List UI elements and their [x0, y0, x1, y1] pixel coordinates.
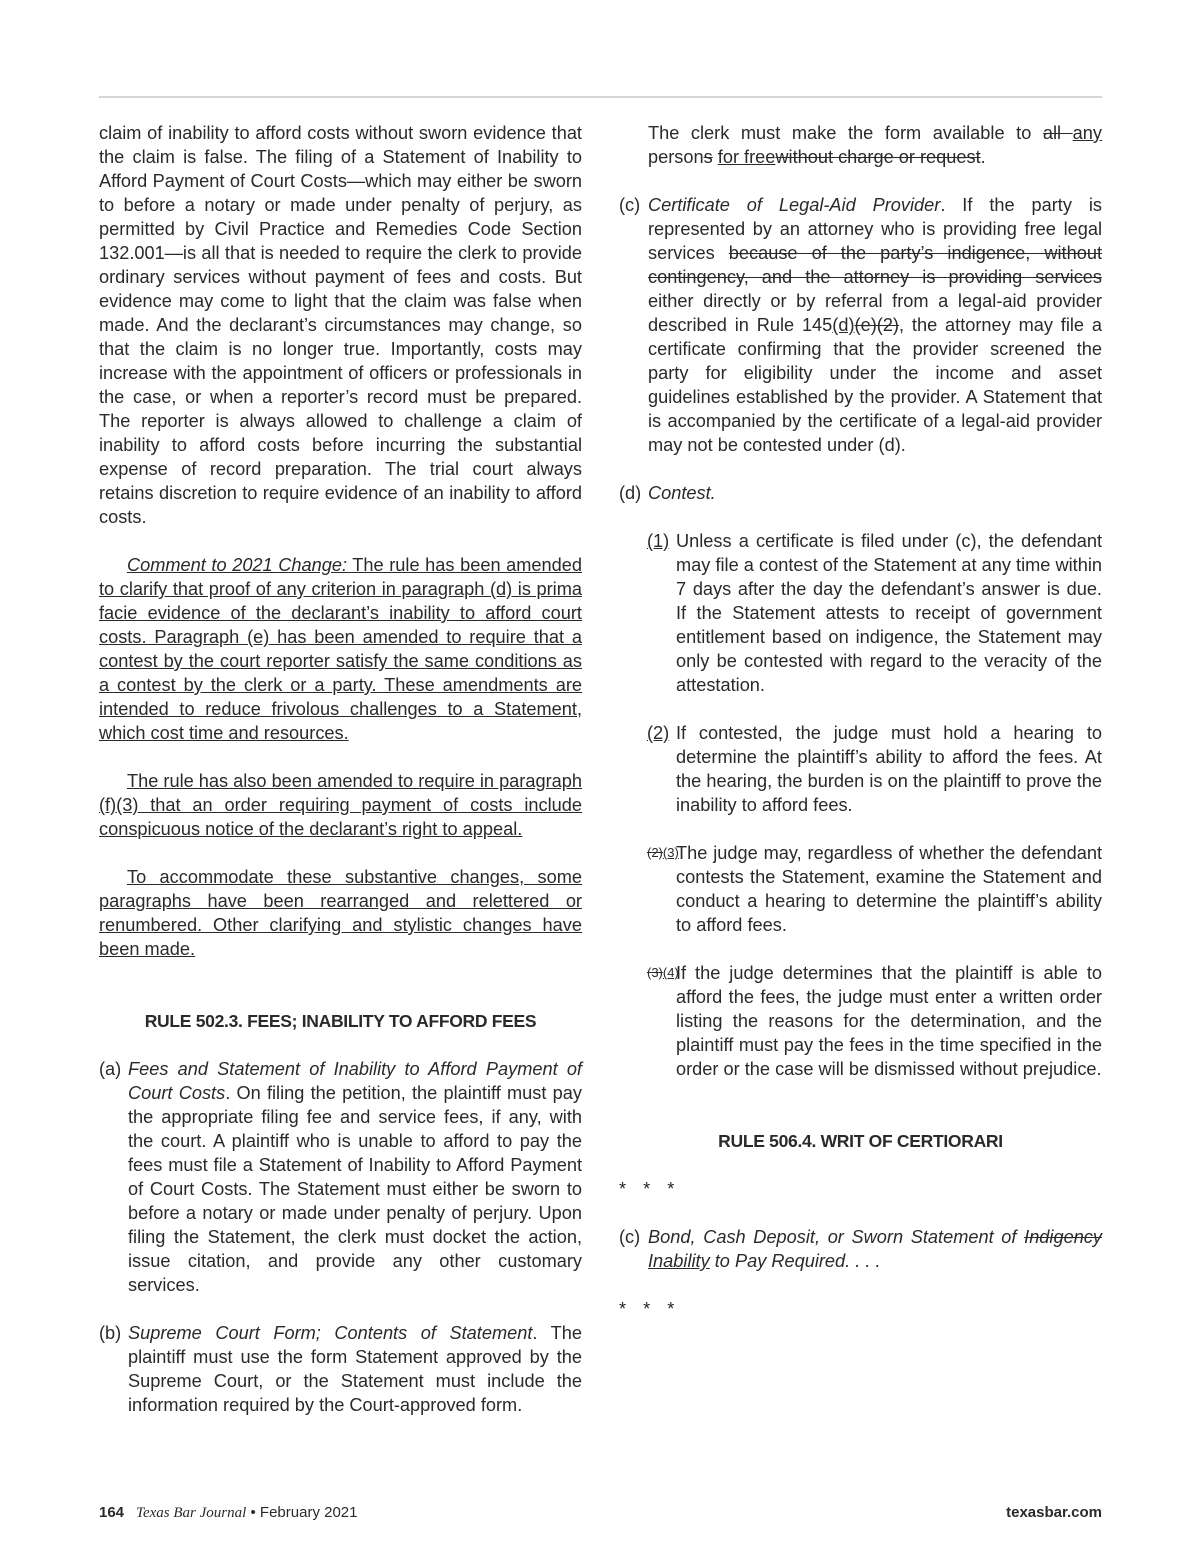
subsection-d-title: Contest.	[648, 483, 716, 503]
footer-left	[99, 1504, 357, 1522]
paragraph-intro: claim of inability to afford costs without sworn evidence that the claim is false. The filing of a Statement of Inability to Afford Payment of Court Costs—which may either be sworn to before a notary or made under penalty of perjury, as permitted by Civil Practice and Remedies Code Section 132.001—is all that is needed to require the clerk to provide ordinary services without payment of fees and costs. But evidence may come to light that the claim was false when made. And the declarant’s circumstances may change, so that the claim is no longer true. Importantly, costs may increase with the appointment of officers or professionals in the case, or when a reporter’s record must be prepared. The reporter is always allowed to challenge a claim of inability to afford costs before incurring the substantial expense of record preparation. The trial court always retains discretion to require evidence of an inability to afford costs.	[99, 123, 582, 527]
journal-name: Texas Bar Journal	[136, 1505, 247, 1521]
right-column	[619, 121, 1102, 1321]
subsection-b: (b) Supreme Court Form; Contents of Statement. The plaintiff must use the form Statement approved by the Supreme Court, or the Statement must include the information required by the Court-approved form.	[99, 1323, 582, 1415]
comment-paragraph	[99, 553, 582, 745]
ellipsis-stars-top: * * *	[619, 1179, 681, 1199]
clerk-form-paragraph: The clerk must make the form available to all any persons for freewithout charge or request.	[648, 123, 1102, 167]
subsection-d1: (1) Unless a certificate is filed under (c), the defendant may file a contest of the Statement at any time within 7 days after the day the defendant’s answer is due. If the Statement attests to receipt of government entitlement based on indigence, the Statement may only be contested with regard to the veracity of the attestation.	[647, 531, 1102, 695]
subsection-b-text: . The plaintiff must use the form Statement approved by the Supreme Court, or the Statement must include the information required by the Court-approved form.	[128, 1323, 582, 1415]
rule-506-4-heading: RULE 506.4. WRIT OF CERTIORARI	[718, 1131, 1003, 1151]
subsection-d3: (2)(3) The judge may, regardless of whether the defendant contests the Statement, examine the Statement and conduct a hearing to determine the plaintiff’s ability to afford fees.	[647, 843, 1102, 935]
rule-502-3-heading: RULE 502.3. FEES; INABILITY TO AFFORD FEES	[144, 1011, 537, 1031]
left-column	[99, 121, 582, 1417]
subsection-c-title: Certificate of Legal-Aid Provider	[648, 195, 941, 215]
subsection-a-title: Fees and Statement of Inability to Afford Payment of Court Costs	[128, 1059, 582, 1103]
subsection-d2: (2) If contested, the judge must hold a hearing to determine the plaintiff’s ability to afford the fees. At the hearing, the burden is on the plaintiff to prove the inability to afford fees.	[647, 723, 1102, 815]
comment-text: The rule has been amended to clarify that proof of any criterion in paragraph (d) is prima facie evidence of the declarant’s inability to afford court costs. Paragraph (e) has been amended to require that a contest by the court reporter satisfy the same conditions as a contest by the clerk or a party. These amendments are intended to reduce frivolous challenges to a Statement, which cost time and resources.	[99, 555, 582, 743]
subsection-a-text: . On filing the petition, the plaintiff must pay the appropriate filing fee and service fees, if any, with the court. A plaintiff who is unable to afford to pay the fees must file a Statement of Inability to Afford Payment of Court Costs. The Statement must either be sworn to before a notary or made under penalty of perjury. Upon filing the Statement, the clerk must docket the action, issue citation, and provide any other customary services.	[128, 1083, 582, 1295]
issue-date: February 2021	[259, 1504, 358, 1521]
subsection-c: (c) Certificate of Legal-Aid Provider. If the party is represented by an attorney who is providing free legal services because of the party’s indigence, without contingency, and the attorney is providing services either directly or by referral from a legal-aid provider described in Rule 145(d)(e)(2), the attorney may file a certificate confirming that the provider screened the party for eligibility under the income and asset guidelines established by the provider. A Statement that is accompanied by the certificate of a legal-aid provider may not be contested under (d).	[619, 195, 1103, 455]
footer-site: texasbar.com	[1006, 1504, 1102, 1521]
subsection-d: (d) Contest.	[619, 483, 716, 503]
paragraph-appeal-notice: The rule has also been amended to require in paragraph (f)(3) that an order requiring payment of costs include conspicuous notice of the declarant’s right to appeal.	[99, 771, 582, 839]
page-number: 164	[99, 1504, 125, 1521]
subsection-b-title: Supreme Court Form; Contents of Statement	[128, 1323, 533, 1343]
paragraph-reorganization: To accommodate these substantive changes, some paragraphs have been rearranged and relettered or renumbered. Other clarifying and stylistic changes have been made.	[99, 867, 582, 959]
ellipsis-stars-bottom: * * *	[619, 1299, 681, 1319]
subsection-a: (a) Fees and Statement of Inability to Afford Payment of Court Costs. On filing the petition, the plaintiff must pay the appropriate filing fee and service fees, if any, with the court. A plaintiff who is unable to afford to pay the fees must file a Statement of Inability to Afford Payment of Court Costs. The Statement must either be sworn to before a notary or made under penalty of perjury. Upon filing the Statement, the clerk must docket the action, issue citation, and provide any other customary services.	[99, 1059, 582, 1295]
header-rule	[99, 96, 1102, 98]
subsection-d4: (3)(4) If the judge determines that the plaintiff is able to afford the fees, the judge must enter a written order listing the reasons for the determination, and the plaintiff must pay the fees in the time specified in the order or the case will be dismissed without prejudice.	[647, 963, 1102, 1079]
comment-label: Comment to 2021 Change:	[127, 555, 348, 575]
footer-bullet: •	[250, 1504, 256, 1521]
subsection-c-bond: (c) Bond, Cash Deposit, or Sworn Statement of Indigency Inability to Pay Required. . . .	[619, 1227, 1102, 1271]
